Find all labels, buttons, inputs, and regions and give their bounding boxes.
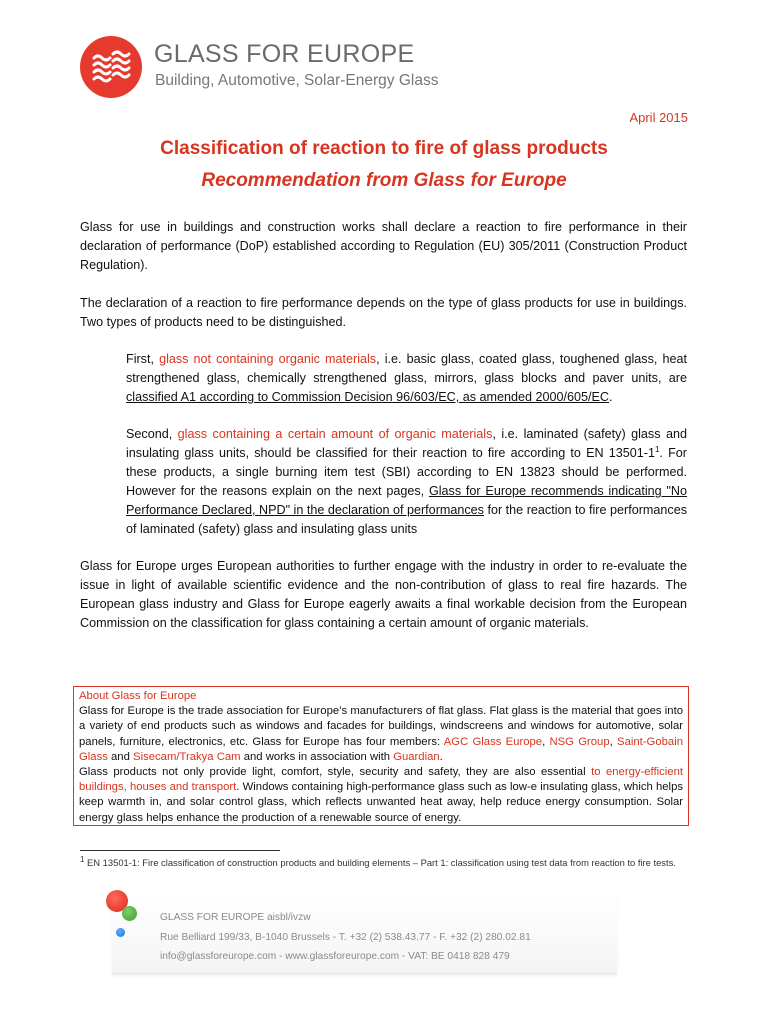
member-sisecam: Sisecam/Trakya Cam [133,750,241,763]
about-sep-2: , [609,735,618,748]
footer-contact: info@glassforeurope.com - www.glassforeurope.com - VAT: BE 0418 828 479 [160,951,510,962]
second-product-paragraph [126,425,687,539]
about-sep-3: and [107,750,134,763]
about-sep-1: , [542,735,550,748]
member-nsg: NSG Group [549,735,610,748]
first-highlight: glass not containing organic materials [159,352,377,366]
about-text-c: . [439,750,443,763]
second-after: . For these products, a single burning item test (SBI) according to EN 13823 should be performed. However for the reasons explain on the next pages, [126,446,687,498]
footer-dot-icon [116,928,125,937]
footnote-text: EN 13501-1: Fire classification of construction products and building elements – Part 1: classification using test data from reaction to fire tests. [84,857,676,868]
member-saint-gobain: Saint-Gobain Glass [79,735,683,763]
about-text-b: and works in association with [240,750,394,763]
second-end: for the reaction to fire performances of laminated (safety) glass and insulating glass units [126,503,687,536]
page-title: Classification of reaction to fire of glass products [160,138,608,159]
first-lead: First, [126,352,160,366]
second-recommendation: Glass for Europe recommends indicating "No Performance Declared, NPD" in the declaration of performances [126,484,688,517]
about-box [73,686,689,826]
logo [80,36,440,100]
first-product-paragraph [126,350,687,407]
second-lead: Second, [126,427,178,441]
second-middle: , i.e. laminated (safety) glass and insulating glass units, should be classified for their reaction to fire according to EN 13501-1 [126,427,687,460]
document-date: April 2015 [629,110,688,125]
footer-address: Rue Belliard 199/33, B-1040 Brussels - T. +32 (2) 538.43.77 - F. +32 (2) 280.02.81 [160,932,531,943]
logo-mark-icon [80,36,142,98]
about-energy-highlight: to energy-efficient buildings, houses and transport [79,766,684,794]
first-classification: classified A1 according to Commission Decision 96/603/EC, as amended 2000/605/EC [126,390,610,404]
member-agc: AGC Glass Europe [443,735,543,748]
footnote-divider [80,850,280,851]
intro-paragraph: Glass for use in buildings and construction works shall declare a reaction to fire performance in their declaration of performance (DoP) established according to Regulation (EU) 305/2011 (Construction Product Regulation). [80,220,687,272]
urge-paragraph: Glass for Europe urges European authorities to further engage with the industry in order to re-evaluate the issue in light of available scientific evidence and the non-contribution of glass to real fire hazards. The European glass industry and Glass for Europe eagerly awaits a final workable decision from the European Commission on the classification for glass containing a certain amount of organic materials. [80,559,687,630]
first-middle: , i.e. basic glass, coated glass, toughened glass, heat strengthened glass, chemically strengthened glass, mirrors, glass blocks and paver units, are [126,352,687,385]
about-paragraph-1 [79,704,683,765]
associate-guardian: Guardian [393,750,440,763]
footer-organization: GLASS FOR EUROPE aisbl/ivzw [160,912,311,923]
first-end: . [609,390,613,404]
second-highlight: glass containing a certain amount of organic materials [177,427,493,441]
declaration-paragraph: The declaration of a reaction to fire performance depends on the type of glass products for use in buildings. Two types of products need to be distinguished. [80,296,687,329]
footnote-reference: 1 [654,444,660,454]
about-text-d: Glass products not only provide light, comfort, style, security and safety, they are also essential [79,766,592,779]
footer-dot-icon [122,906,137,921]
logo-tagline: Building, Automotive, Solar-Energy Glass [155,72,439,89]
footnote-number: 1 [80,854,85,864]
about-paragraph-2 [79,765,683,826]
page-subtitle: Recommendation from Glass for Europe [201,170,567,191]
about-text-a: Glass for Europe is the trade association for Europe’s manufacturers of flat glass. Flat glass is the material that goes into a variety of end products such as windows and facades for buildings, windscreens and windows for automotive, solar panels, furniture, electronics, etc. Glass for Europe has four members: [79,705,683,748]
about-text-e: . Windows containing high-performance glass such as low-e insulating glass, which helps keep warmth in, and solar control glass, which reflects unwanted heat away, help reduce energy consumption. Solar energy glass helps enhance the production of a renewable source of energy. [79,781,683,824]
logo-name: GLASS FOR EUROPE [154,40,415,68]
footnote [80,856,690,869]
about-title: About Glass for Europe [79,690,197,702]
